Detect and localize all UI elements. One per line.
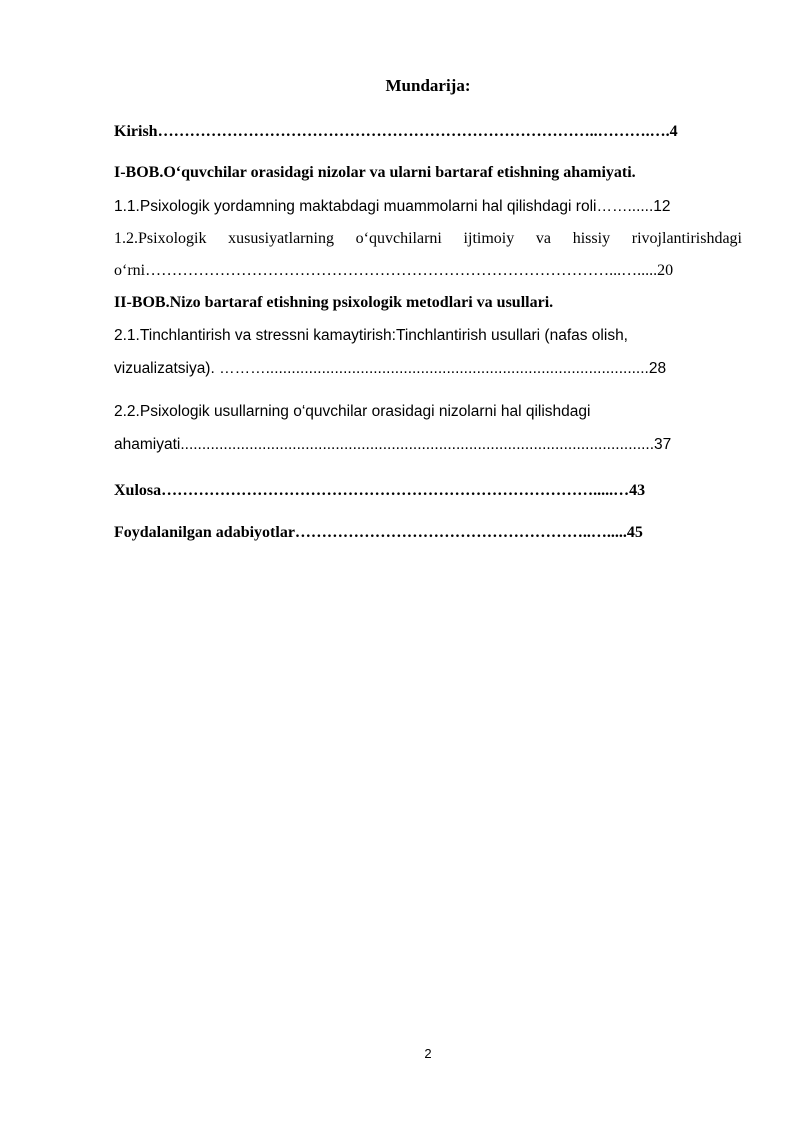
- toc-entry-2-2-line2: ahamiyati..............................................................................................................37: [114, 436, 672, 453]
- toc-title: Mundarija:: [385, 76, 471, 95]
- toc-word: xususiyatlarning: [228, 230, 334, 247]
- toc-word: 1.2.Psixologik: [114, 230, 207, 247]
- toc-entry-1-2-line2: o‘rni……………………………………………………………………………...….....20: [114, 262, 674, 279]
- page-number: 2: [424, 1046, 432, 1061]
- toc-heading-bob2: II-BOB.Nizo bartaraf etishning psixologik metodlari va usullari.: [114, 294, 554, 311]
- toc-entry-xulosa: Xulosa……………………………………………………………………….....…43: [114, 482, 646, 499]
- toc-entry-1-1: 1.1.Psixologik yordamning maktabdagi muammolarni hal qilishdagi roli……......12: [114, 198, 671, 215]
- toc-entry-adabiyotlar: Foydalanilgan adabiyotlar………………………………………………..….....45: [114, 524, 643, 541]
- toc-word: rivojlantirishdagi: [631, 230, 742, 247]
- toc-word: ijtimoiy: [463, 230, 515, 247]
- toc-entry-2-1-line1: 2.1.Tinchlantirish va stressni kamaytirish:Tinchlantirish usullari (nafas olish,: [114, 327, 628, 344]
- toc-word: va: [535, 230, 552, 247]
- toc-entry-1-2-line1: [114, 228, 742, 250]
- toc-heading-bob1: I-BOB.O‘quvchilar orasidagi nizolar va ularni bartaraf etishning ahamiyati.: [114, 164, 636, 181]
- toc-entry-2-1-line2: vizualizatsiya). ……….........................................................................................28: [114, 360, 667, 377]
- toc-word: hissiy: [572, 230, 611, 247]
- toc-entry-kirish: Kirish………………………………………………………………………..……….….4: [114, 123, 678, 140]
- toc-entry-2-2-line1: 2.2.Psixologik usullarning o‘quvchilar orasidagi nizolarni hal qilishdagi: [114, 403, 591, 420]
- toc-word: o‘quvchilarni: [355, 230, 442, 247]
